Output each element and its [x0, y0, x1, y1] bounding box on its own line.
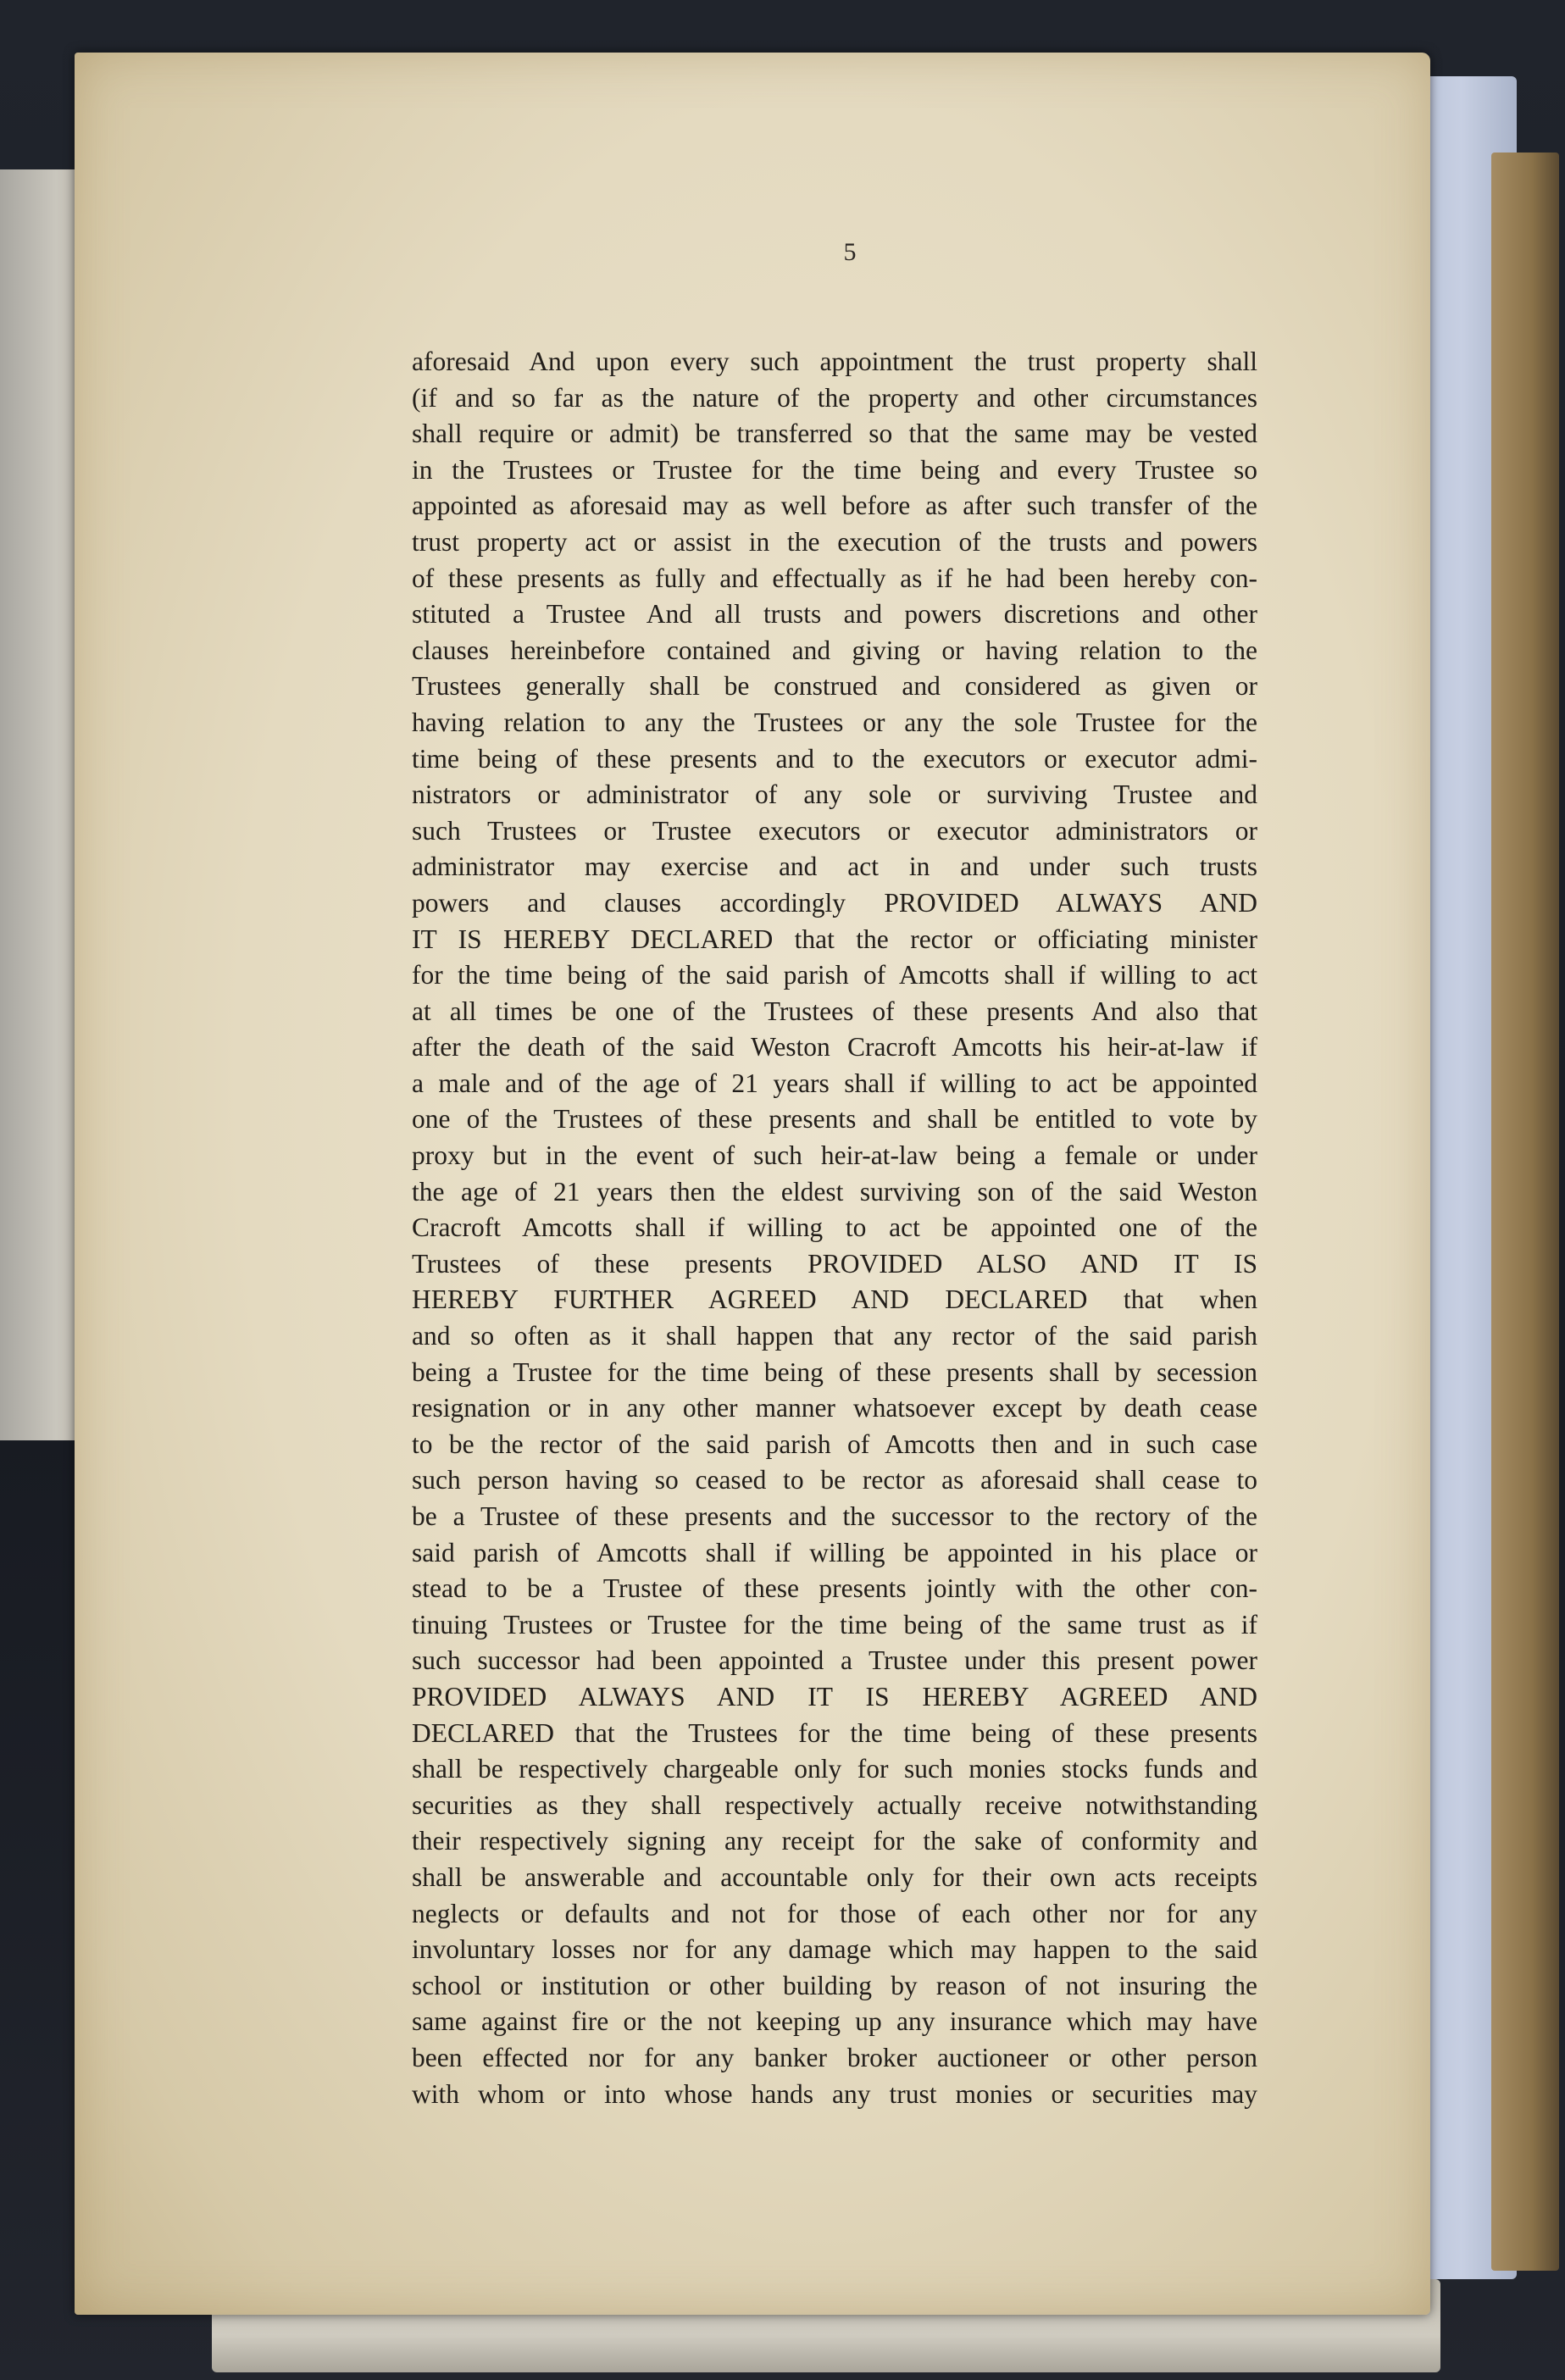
text-line: of these presents as fully and effectually as if he had been hereby con- — [412, 563, 1257, 593]
text-line: their respectively signing any receipt for the sake of conformity and — [412, 1826, 1257, 1856]
text-line: involuntary losses nor for any damage which may happen to the said — [412, 1934, 1257, 1965]
text-line: (if and so far as the nature of the property and other circumstances — [412, 382, 1257, 413]
text-line: aforesaid And upon every such appointment the trust property shall — [412, 347, 1257, 376]
text-line: IT IS HEREBY DECLARED that the rector or officiating minister — [412, 924, 1257, 954]
text-line: Cracroft Amcotts shall if willing to act be appointed one of the — [412, 1212, 1257, 1243]
text-line: such successor had been appointed a Trustee under this present power — [412, 1645, 1257, 1676]
text-line: securities as they shall respectively actually receive notwithstanding — [412, 1789, 1257, 1820]
text-line: to be the rector of the said parish of Amcotts then and in such case — [412, 1429, 1257, 1459]
text-line: stituted a Trustee And all trusts and powers discretions and other — [412, 599, 1257, 630]
text-line: Trustees generally shall be construed and considered as given or — [412, 671, 1257, 702]
text-line: school or institution or other building by reason of not insuring the — [412, 1970, 1257, 2000]
text-line: neglects or defaults and not for those of each other nor for any — [412, 1898, 1257, 1928]
text-line: one of the Trustees of these presents and shall be entitled to vote by — [412, 1104, 1257, 1135]
text-line: resignation or in any other manner whatsoever except by death cease — [412, 1393, 1257, 1423]
text-line: Trustees of these presents PROVIDED ALSO AND IT IS — [412, 1248, 1257, 1279]
text-line: a male and of the age of 21 years shall if willing to act be appointed — [412, 1068, 1257, 1098]
page-number: 5 — [843, 238, 857, 266]
text-line: stead to be a Trustee of these presents jointly with the other con- — [412, 1573, 1257, 1604]
text-line: said parish of Amcotts shall if willing be appointed in his place or — [412, 1537, 1257, 1567]
text-line: for the time being of the said parish of Amcotts shall if willing to act — [412, 960, 1257, 990]
text-line: such person having so ceased to be rector as aforesaid shall cease to — [412, 1465, 1257, 1495]
text-line: nistrators or administrator of any sole or surviving Trustee and — [412, 779, 1257, 810]
text-line: being a Trustee for the time being of these presents shall by secession — [412, 1356, 1257, 1387]
text-line: same against fire or the not keeping up any insurance which may have — [412, 2006, 1257, 2037]
text-line: shall require or admit) be transferred so that the same may be vested — [412, 419, 1257, 449]
text-line: DECLARED that the Trustees for the time being of these presents — [412, 1717, 1257, 1748]
text-line: HEREBY FURTHER AGREED AND DECLARED that when — [412, 1284, 1257, 1315]
text-line: and so often as it shall happen that any rector of the said parish — [412, 1321, 1257, 1351]
text-line: with whom or into whose hands any trust monies or securities may — [412, 2078, 1257, 2109]
text-line: at all times be one of the Trustees of these presents And also that — [412, 996, 1257, 1026]
text-line: in the Trustees or Trustee for the time being and every Trustee so — [412, 454, 1257, 485]
text-line: trust property act or assist in the execution of the trusts and powers — [412, 526, 1257, 557]
text-line: administrator may exercise and act in and under such trusts — [412, 852, 1257, 882]
text-line: time being of these presents and to the executors or executor admi- — [412, 743, 1257, 774]
text-line: clauses hereinbefore contained and giving or having relation to the — [412, 635, 1257, 665]
body-text — [412, 344, 1257, 2112]
underlying-sheet-right-tan — [1491, 153, 1559, 2271]
text-line: proxy but in the event of such heir-at-law being a female or under — [412, 1140, 1257, 1171]
text-line: be a Trustee of these presents and the successor to the rectory of the — [412, 1501, 1257, 1531]
text-line: been effected nor for any banker broker auctioneer or other person — [412, 2042, 1257, 2072]
text-line: powers and clauses accordingly PROVIDED ALWAYS AND — [412, 887, 1257, 918]
text-line: PROVIDED ALWAYS AND IT IS HEREBY AGREED AND — [412, 1681, 1257, 1711]
text-line: shall be respectively chargeable only for such monies stocks funds and — [412, 1754, 1257, 1784]
text-line: after the death of the said Weston Cracroft Amcotts his heir-at-law if — [412, 1032, 1257, 1062]
text-line: such Trustees or Trustee executors or executor administrators or — [412, 815, 1257, 846]
text-line: shall be answerable and accountable only for their own acts receipts — [412, 1861, 1257, 1892]
text-line: having relation to any the Trustees or any the sole Trustee for the — [412, 707, 1257, 737]
text-line: tinuing Trustees or Trustee for the time being of the same trust as if — [412, 1609, 1257, 1639]
text-line: the age of 21 years then the eldest surviving son of the said Weston — [412, 1176, 1257, 1207]
text-line: appointed as aforesaid may as well before as after such transfer of the — [412, 491, 1257, 521]
